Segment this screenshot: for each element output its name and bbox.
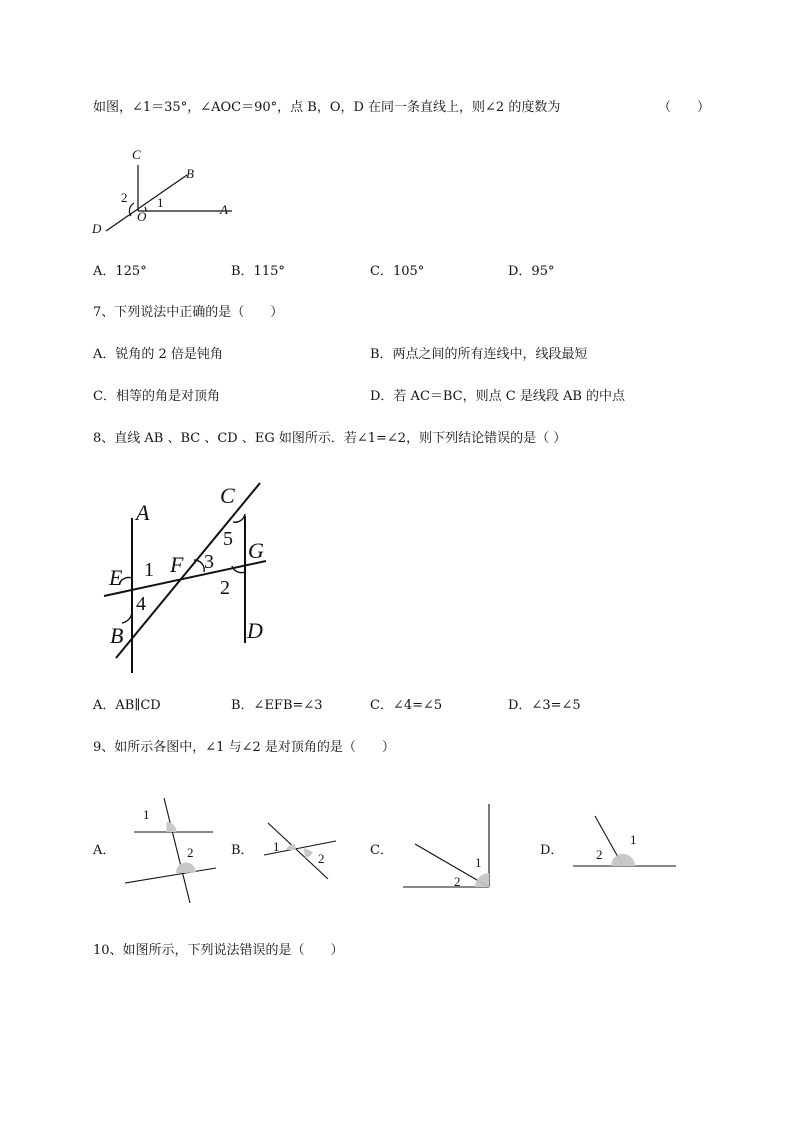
q6-option-d: D．95° <box>508 264 555 279</box>
q6-option-b: B．115° <box>231 264 285 279</box>
q8-label-b: B <box>110 623 124 648</box>
q6-label-c: C <box>132 147 141 162</box>
q9-option-c: C． <box>370 843 393 858</box>
q6-bracket: （ ） <box>658 100 711 115</box>
q8-option-d: D．∠3=∠5 <box>508 698 581 713</box>
q9-b-angle-2: 2 <box>318 851 325 866</box>
q8-angle-5: 5 <box>223 528 233 550</box>
q8-angle-3: 3 <box>204 551 214 573</box>
q8-label-g: G <box>248 538 264 563</box>
q8-angle-2: 2 <box>220 577 230 599</box>
q9-option-b: B． <box>231 843 254 858</box>
q8-label-c: C <box>220 483 235 508</box>
q8-figure <box>100 478 300 678</box>
q9-d-angle-2: 2 <box>596 847 603 862</box>
q7-option-c: C．相等的角是对顶角 <box>93 389 220 404</box>
q7-stem: 7、下列说法中正确的是（ ） <box>93 305 284 320</box>
q10-stem: 10、如图所示，下列说法错误的是（ ） <box>93 943 344 958</box>
q9-d-angle-1: 1 <box>630 832 637 847</box>
q9-a-angle-1: 1 <box>143 807 150 822</box>
q9-a-angle-2: 2 <box>187 845 194 860</box>
q9-b-angle-1: 1 <box>273 839 280 854</box>
q6-option-c: C．105° <box>370 264 425 279</box>
q6-stem: 如图，∠1＝35°，∠AOC＝90°，点 B，O，D 在同一条直线上，则∠2 的度数为 <box>93 100 561 115</box>
q9-option-d: D． <box>540 843 564 858</box>
q8-stem: 8、直线 AB 、BC 、CD 、EG 如图所示．若∠1=∠2，则下列结论错误的是（ ） <box>93 431 567 446</box>
q9-stem: 9、如所示各图中，∠1 与∠2 是对顶角的是（ ） <box>93 740 395 755</box>
q9-c-angle-1: 1 <box>475 855 482 870</box>
q8-label-e: E <box>109 565 123 590</box>
q8-option-b: B．∠EFB=∠3 <box>231 698 323 713</box>
q8-label-a: A <box>136 500 150 525</box>
q8-option-a: A．AB∥CD <box>93 698 161 713</box>
q6-label-b: B <box>186 166 194 181</box>
q8-label-f: F <box>170 552 184 577</box>
q6-label-a: A <box>220 202 228 217</box>
q6-label-o: O <box>137 209 147 224</box>
q8-option-c: C．∠4=∠5 <box>370 698 443 713</box>
q9-figure-c <box>400 800 500 890</box>
q9-figure-b <box>260 815 340 885</box>
q7-option-d: D．若 AC＝BC，则点 C 是线段 AB 的中点 <box>370 389 626 404</box>
q6-angle-2: 2 <box>121 190 128 205</box>
q7-option-a: A．锐角的 2 倍是钝角 <box>93 347 223 362</box>
q6-angle-1: 1 <box>157 195 164 210</box>
q9-c-angle-2: 2 <box>454 874 461 889</box>
q9-option-a: A． <box>93 843 116 858</box>
q7-option-b: B．两点之间的所有连线中，线段最短 <box>370 347 588 362</box>
q6-option-a: A．125° <box>93 264 147 279</box>
q6-label-d: D <box>92 221 102 236</box>
q8-angle-4: 4 <box>136 593 146 615</box>
q8-label-d: D <box>247 618 263 643</box>
q9-figure-a <box>120 795 220 905</box>
q6-figure <box>90 143 240 238</box>
q9-figure-d <box>572 810 682 880</box>
q8-angle-1: 1 <box>144 559 154 581</box>
